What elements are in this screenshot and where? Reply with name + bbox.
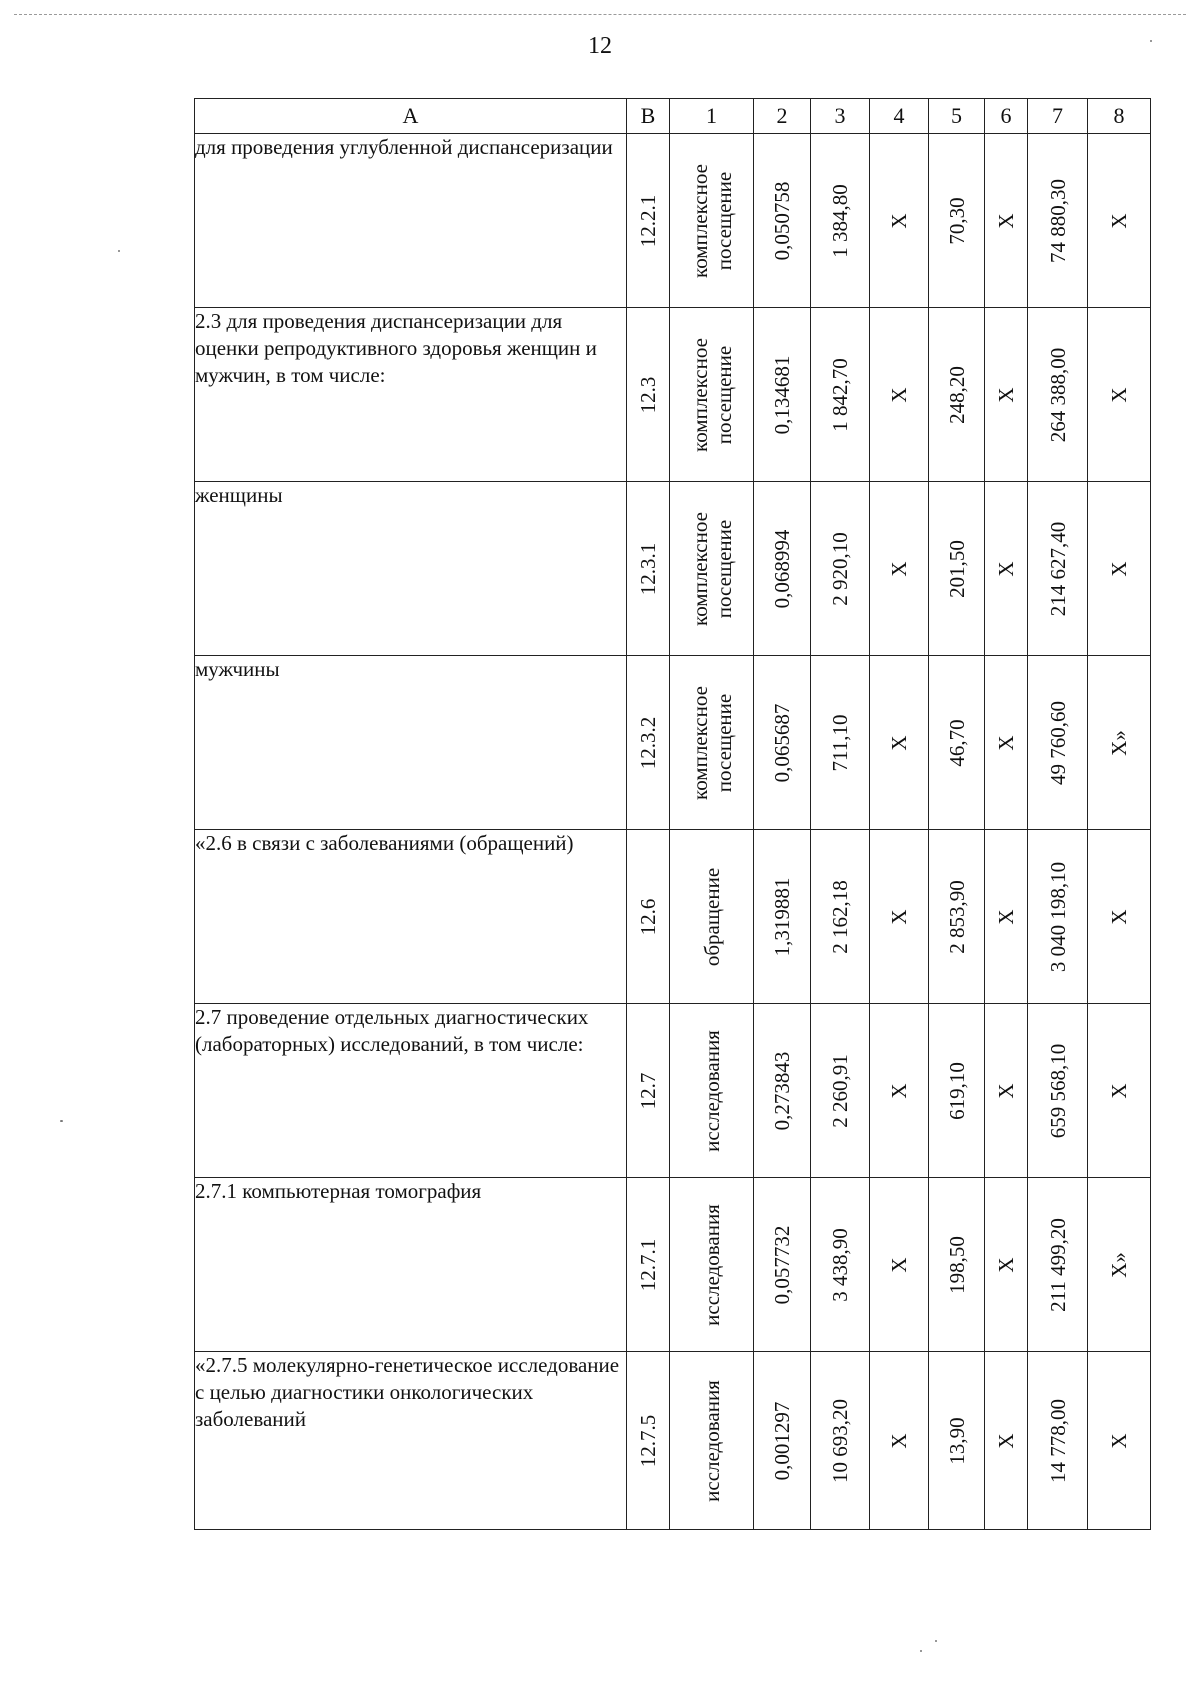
- row-unit: исследования: [699, 1029, 724, 1152]
- row-unit-cell: [670, 1004, 754, 1178]
- row-col7-value: 264 388,00: [1045, 347, 1070, 442]
- row-code-cell: [627, 1178, 670, 1352]
- row-col5-cell: [929, 1178, 985, 1352]
- row-col4-value: Х: [887, 1256, 911, 1273]
- row-col4-cell: [870, 1178, 929, 1352]
- header-row: [195, 99, 1151, 134]
- row-col2-cell: [754, 1004, 811, 1178]
- row-col7-cell: [1028, 308, 1088, 482]
- row-col8-cell: [1088, 1178, 1151, 1352]
- row-col3-cell: [811, 1352, 870, 1530]
- row-unit-cell: [670, 1352, 754, 1530]
- row-col7-cell: [1028, 1352, 1088, 1530]
- row-col5-value: 198,50: [944, 1235, 969, 1294]
- row-col4-value: Х: [887, 212, 911, 229]
- row-col7-cell: [1028, 482, 1088, 656]
- row-col2-value: 0,134681: [770, 355, 794, 434]
- row-col7-value: 659 568,10: [1045, 1043, 1070, 1138]
- row-col6-cell: [985, 1352, 1028, 1530]
- row-col3-cell: [811, 656, 870, 830]
- table-row: [195, 308, 1151, 482]
- row-col4-value: Х: [887, 734, 911, 751]
- row-col8-value: Х»: [1107, 1251, 1131, 1278]
- row-col4-cell: [870, 830, 929, 1004]
- row-col2-cell: [754, 134, 811, 308]
- row-col7-value: 211 499,20: [1045, 1217, 1070, 1312]
- row-col4-value: Х: [887, 908, 911, 925]
- row-code: 12.6: [636, 898, 660, 935]
- row-col3-value: 3 438,90: [828, 1227, 852, 1302]
- row-col6-cell: [985, 308, 1028, 482]
- row-col4-cell: [870, 1352, 929, 1530]
- row-code-cell: [627, 308, 670, 482]
- row-col2-cell: [754, 830, 811, 1004]
- row-col5-cell: [929, 308, 985, 482]
- row-col8-cell: [1088, 482, 1151, 656]
- table-row: [195, 1178, 1151, 1352]
- row-unit: комплексное посещение: [687, 163, 736, 278]
- row-col7-cell: [1028, 1004, 1088, 1178]
- row-col2-cell: [754, 656, 811, 830]
- row-col3-value: 1 384,80: [828, 183, 852, 258]
- col-header-b: В: [627, 99, 670, 134]
- col-header-5: 5: [929, 99, 985, 134]
- row-col6-value: Х: [994, 386, 1018, 403]
- row-col7-cell: [1028, 830, 1088, 1004]
- row-col7-value: 214 627,40: [1045, 521, 1070, 616]
- row-col8-cell: [1088, 134, 1151, 308]
- row-col3-value: 2 920,10: [828, 531, 852, 606]
- row-col6-cell: [985, 830, 1028, 1004]
- row-col8-value: Х: [1107, 386, 1131, 403]
- col-header-a: А: [195, 99, 627, 134]
- row-col4-cell: [870, 1004, 929, 1178]
- table-row: [195, 830, 1151, 1004]
- row-description: для проведения углубленной диспансеризации: [195, 134, 627, 308]
- row-unit: комплексное посещение: [687, 337, 736, 452]
- row-col8-cell: [1088, 1352, 1151, 1530]
- scan-edge-line: [14, 14, 1186, 15]
- row-col8-value: Х»: [1107, 729, 1131, 756]
- row-unit-cell: [670, 134, 754, 308]
- row-col4-cell: [870, 308, 929, 482]
- row-col7-value: 3 040 198,10: [1045, 861, 1070, 972]
- row-col6-value: Х: [994, 560, 1018, 577]
- row-col3-cell: [811, 1178, 870, 1352]
- row-unit-cell: [670, 656, 754, 830]
- row-code-cell: [627, 656, 670, 830]
- row-unit-cell: [670, 308, 754, 482]
- col-header-4: 4: [870, 99, 929, 134]
- row-code: 12.7: [636, 1072, 660, 1109]
- row-col8-value: Х: [1107, 560, 1131, 577]
- row-description: «2.6 в связи с заболеваниями (обращений): [195, 830, 627, 1004]
- row-col4-value: Х: [887, 386, 911, 403]
- row-code: 12.7.1: [636, 1238, 660, 1291]
- row-unit: обращение: [699, 867, 724, 966]
- row-col4-value: Х: [887, 560, 911, 577]
- table-row: [195, 1352, 1151, 1530]
- row-unit-cell: [670, 1178, 754, 1352]
- row-col7-cell: [1028, 1178, 1088, 1352]
- row-col5-cell: [929, 656, 985, 830]
- row-col6-cell: [985, 656, 1028, 830]
- row-col2-value: 0,068994: [770, 529, 794, 608]
- row-col5-cell: [929, 134, 985, 308]
- row-code: 12.2.1: [636, 194, 660, 247]
- row-unit: исследования: [699, 1379, 724, 1502]
- row-col2-value: 0,001297: [770, 1401, 794, 1480]
- row-col2-value: 0,057732: [770, 1225, 794, 1304]
- row-col5-value: 248,20: [944, 365, 969, 424]
- row-col3-cell: [811, 482, 870, 656]
- row-col5-cell: [929, 830, 985, 1004]
- row-col7-value: 14 778,00: [1045, 1398, 1070, 1483]
- row-description: 2.7 проведение отдельных диагностических (лабораторных) исследований, в том числе:: [195, 1004, 627, 1178]
- col-header-3: 3: [811, 99, 870, 134]
- col-header-1: 1: [670, 99, 754, 134]
- row-col3-value: 2 162,18: [828, 879, 852, 954]
- row-description: 2.7.1 компьютерная томография: [195, 1178, 627, 1352]
- row-col8-cell: [1088, 830, 1151, 1004]
- row-col3-cell: [811, 1004, 870, 1178]
- row-col8-cell: [1088, 308, 1151, 482]
- row-code: 12.3.2: [636, 716, 660, 769]
- row-col3-cell: [811, 134, 870, 308]
- row-col4-cell: [870, 134, 929, 308]
- row-col5-value: 201,50: [944, 539, 969, 598]
- row-col8-cell: [1088, 656, 1151, 830]
- row-col8-value: Х: [1107, 1082, 1131, 1099]
- row-col5-value: 13,90: [944, 1416, 969, 1465]
- scan-speck: [920, 1650, 922, 1652]
- row-description: мужчины: [195, 656, 627, 830]
- row-col6-cell: [985, 134, 1028, 308]
- row-col5-cell: [929, 482, 985, 656]
- row-col5-cell: [929, 1352, 985, 1530]
- scan-speck: [935, 1640, 937, 1642]
- row-col2-value: 0,065687: [770, 703, 794, 782]
- row-col2-value: 0,273843: [770, 1051, 794, 1130]
- row-col2-cell: [754, 482, 811, 656]
- row-col6-value: Х: [994, 1082, 1018, 1099]
- tariff-table: [194, 98, 1151, 1530]
- scan-speck: [118, 250, 120, 252]
- row-col8-cell: [1088, 1004, 1151, 1178]
- row-code-cell: [627, 482, 670, 656]
- table-row: [195, 134, 1151, 308]
- row-col8-value: Х: [1107, 1432, 1131, 1449]
- row-col3-cell: [811, 308, 870, 482]
- col-header-2: 2: [754, 99, 811, 134]
- row-col5-value: 2 853,90: [944, 879, 969, 954]
- row-col8-value: Х: [1107, 212, 1131, 229]
- row-unit-cell: [670, 482, 754, 656]
- row-col2-cell: [754, 308, 811, 482]
- row-col2-value: 0,050758: [770, 181, 794, 260]
- row-col7-value: 49 760,60: [1045, 700, 1070, 785]
- row-unit-cell: [670, 830, 754, 1004]
- row-col5-value: 619,10: [944, 1061, 969, 1120]
- row-col6-cell: [985, 1004, 1028, 1178]
- row-code-cell: [627, 134, 670, 308]
- row-col5-value: 70,30: [944, 196, 969, 245]
- row-unit: исследования: [699, 1203, 724, 1326]
- row-code-cell: [627, 1352, 670, 1530]
- row-col6-value: Х: [994, 1432, 1018, 1449]
- table-row: [195, 1004, 1151, 1178]
- row-col6-value: Х: [994, 1256, 1018, 1273]
- row-col2-value: 1,319881: [770, 877, 794, 956]
- col-header-6: 6: [985, 99, 1028, 134]
- row-col4-cell: [870, 482, 929, 656]
- row-unit: комплексное посещение: [687, 685, 736, 800]
- row-col6-cell: [985, 1178, 1028, 1352]
- table-row: [195, 656, 1151, 830]
- row-code-cell: [627, 830, 670, 1004]
- row-col3-value: 711,10: [828, 714, 852, 771]
- row-col7-cell: [1028, 656, 1088, 830]
- row-col6-cell: [985, 482, 1028, 656]
- row-col3-value: 1 842,70: [828, 357, 852, 432]
- row-description: женщины: [195, 482, 627, 656]
- row-col6-value: Х: [994, 908, 1018, 925]
- row-code: 12.7.5: [636, 1414, 660, 1467]
- col-header-7: 7: [1028, 99, 1088, 134]
- row-col5-value: 46,70: [944, 718, 969, 767]
- row-description: «2.7.5 молекулярно-генетическое исследование с целью диагностики онкологических заболеваний: [195, 1352, 627, 1530]
- row-col8-value: Х: [1107, 908, 1131, 925]
- row-col3-value: 2 260,91: [828, 1053, 852, 1128]
- table-row: [195, 482, 1151, 656]
- scan-speck: [1150, 40, 1152, 42]
- row-col7-value: 74 880,30: [1045, 178, 1070, 263]
- scan-speck: [60, 1120, 63, 1122]
- row-col6-value: Х: [994, 212, 1018, 229]
- row-col7-cell: [1028, 134, 1088, 308]
- row-col6-value: Х: [994, 734, 1018, 751]
- col-header-8: 8: [1088, 99, 1151, 134]
- row-col3-value: 10 693,20: [828, 1398, 852, 1483]
- row-code-cell: [627, 1004, 670, 1178]
- row-col4-value: Х: [887, 1082, 911, 1099]
- row-col5-cell: [929, 1004, 985, 1178]
- row-col4-cell: [870, 656, 929, 830]
- row-code: 12.3.1: [636, 542, 660, 595]
- row-col2-cell: [754, 1352, 811, 1530]
- row-description: 2.3 для проведения диспансеризации для оценки репродуктивного здоровья женщин и мужчин, в том числе:: [195, 308, 627, 482]
- row-unit: комплексное посещение: [687, 511, 736, 626]
- row-col3-cell: [811, 830, 870, 1004]
- page-number: 12: [588, 33, 612, 59]
- row-col4-value: Х: [887, 1432, 911, 1449]
- row-code: 12.3: [636, 376, 660, 413]
- row-col2-cell: [754, 1178, 811, 1352]
